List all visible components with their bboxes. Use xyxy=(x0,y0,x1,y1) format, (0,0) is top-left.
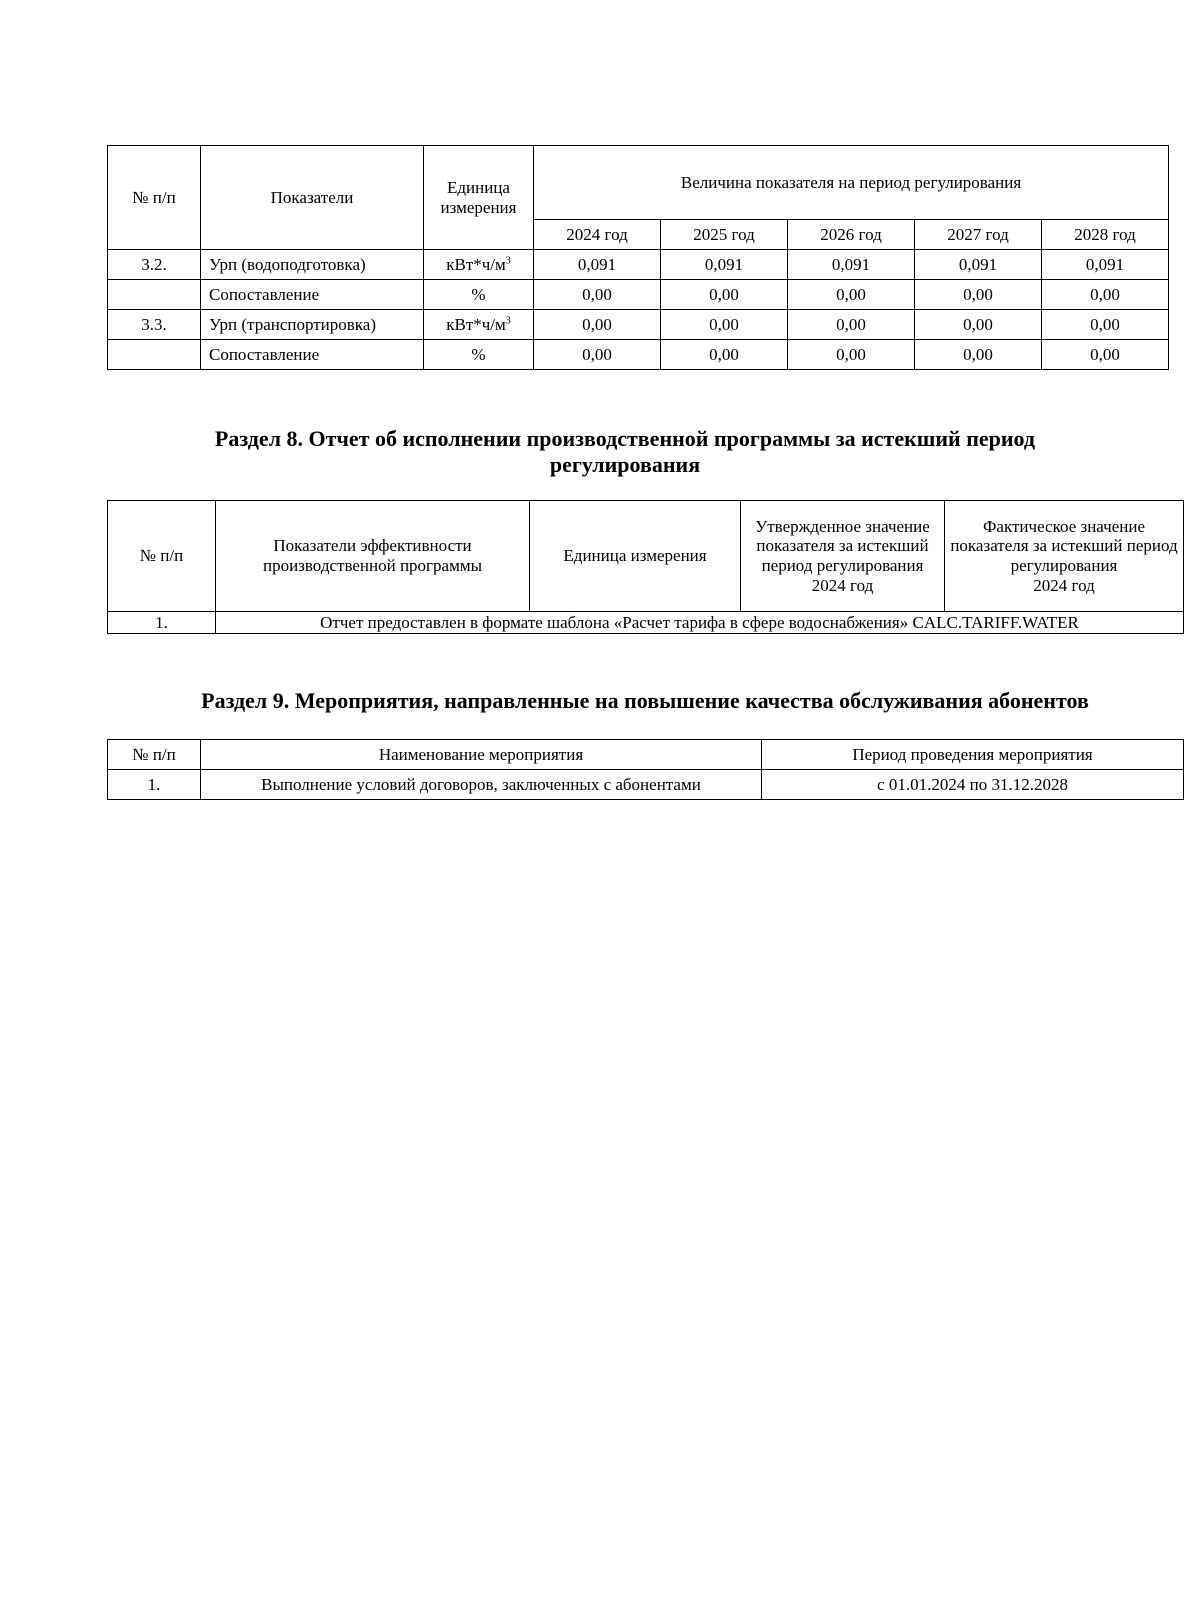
header-actual xyxy=(945,501,1184,612)
row-name: Сопоставление xyxy=(201,340,424,370)
row-unit xyxy=(424,340,534,370)
value-cell: 0,00 xyxy=(788,280,915,310)
table-row xyxy=(108,310,1169,340)
value-cell: 0,00 xyxy=(1042,280,1169,310)
header-year: 2025 год xyxy=(661,220,788,250)
unit-text: % xyxy=(471,284,486,304)
header-actual-text: Фактическое значение показателя за истекший период регулирования xyxy=(950,516,1178,575)
table-row xyxy=(108,340,1169,370)
value-cell: 0,00 xyxy=(915,310,1042,340)
row-name: Сопоставление xyxy=(201,280,424,310)
value-cell: 0,00 xyxy=(915,280,1042,310)
row-unit xyxy=(424,250,534,280)
row-unit xyxy=(424,280,534,310)
header-unit: Единица измерения xyxy=(530,501,741,612)
header-year: 2024 год xyxy=(534,220,661,250)
row-name: Урп (водоподготовка) xyxy=(201,250,424,280)
header-approved-text: Утвержденное значение показателя за истекший период регулирования xyxy=(755,516,930,575)
value-cell: 0,00 xyxy=(661,280,788,310)
section9-title: Раздел 9. Мероприятия, направленные на повышение качества обслуживания абонентов xyxy=(201,688,1089,713)
unit-text: % xyxy=(471,344,486,364)
row-num xyxy=(108,340,201,370)
row-num xyxy=(108,280,201,310)
header-num: № п/п xyxy=(108,146,201,250)
table-row xyxy=(108,250,1169,280)
value-cell: 0,091 xyxy=(915,250,1042,280)
value-cell: 0,091 xyxy=(788,250,915,280)
value-cell: 0,00 xyxy=(534,280,661,310)
header-num: № п/п xyxy=(108,740,201,770)
value-cell: 0,00 xyxy=(915,340,1042,370)
header-unit: Единица измерения xyxy=(424,146,534,250)
value-cell: 0,091 xyxy=(661,250,788,280)
section9-table xyxy=(107,739,1184,800)
value-cell: 0,091 xyxy=(534,250,661,280)
section8-title-line2: регулирования xyxy=(549,452,701,478)
row-num: 1. xyxy=(108,612,216,634)
header-indicators: Показатели xyxy=(201,146,424,250)
unit-sup: 3 xyxy=(505,315,511,327)
value-cell: 0,00 xyxy=(788,310,915,340)
header-num: № п/п xyxy=(108,501,216,612)
value-cell: 0,00 xyxy=(661,340,788,370)
value-cell: 0,00 xyxy=(534,340,661,370)
value-cell: 0,00 xyxy=(1042,340,1169,370)
table-row xyxy=(108,280,1169,310)
header-period: Период проведения мероприятия xyxy=(762,740,1184,770)
section8-title-line1: Раздел 8. Отчет об исполнении производственной программы за истекший период xyxy=(214,426,1036,451)
header-year: 2028 год xyxy=(1042,220,1169,250)
header-indicators: Показатели эффективности производственной программы xyxy=(216,501,530,612)
row-period: с 01.01.2024 по 31.12.2028 xyxy=(762,770,1184,800)
row-num: 1. xyxy=(108,770,201,800)
header-year: 2026 год xyxy=(788,220,915,250)
row-num: 3.2. xyxy=(108,250,201,280)
value-cell: 0,00 xyxy=(534,310,661,340)
header-year: 2027 год xyxy=(915,220,1042,250)
table-row xyxy=(108,612,1184,634)
header-name: Наименование мероприятия xyxy=(201,740,762,770)
unit-sup: 3 xyxy=(505,255,511,267)
row-unit xyxy=(424,310,534,340)
header-actual-year: 2024 год xyxy=(1033,575,1095,595)
value-cell: 0,00 xyxy=(1042,310,1169,340)
value-cell: 0,00 xyxy=(661,310,788,340)
row-text: Отчет предоставлен в формате шаблона «Расчет тарифа в сфере водоснабжения» CALC.TARIFF.WATER xyxy=(216,612,1184,634)
unit-text: кВт*ч/м xyxy=(446,254,506,274)
header-approved xyxy=(741,501,945,612)
section8-table xyxy=(107,500,1184,634)
row-name: Урп (транспортировка) xyxy=(201,310,424,340)
indicators-table xyxy=(107,145,1169,370)
unit-text: кВт*ч/м xyxy=(446,314,506,334)
value-cell: 0,091 xyxy=(1042,250,1169,280)
header-approved-year: 2024 год xyxy=(811,575,874,595)
section8-title xyxy=(150,426,1100,479)
value-cell: 0,00 xyxy=(788,340,915,370)
row-name: Выполнение условий договоров, заключенных с абонентами xyxy=(201,770,762,800)
row-num: 3.3. xyxy=(108,310,201,340)
table-row xyxy=(108,770,1184,800)
header-period: Величина показателя на период регулирования xyxy=(534,146,1169,220)
